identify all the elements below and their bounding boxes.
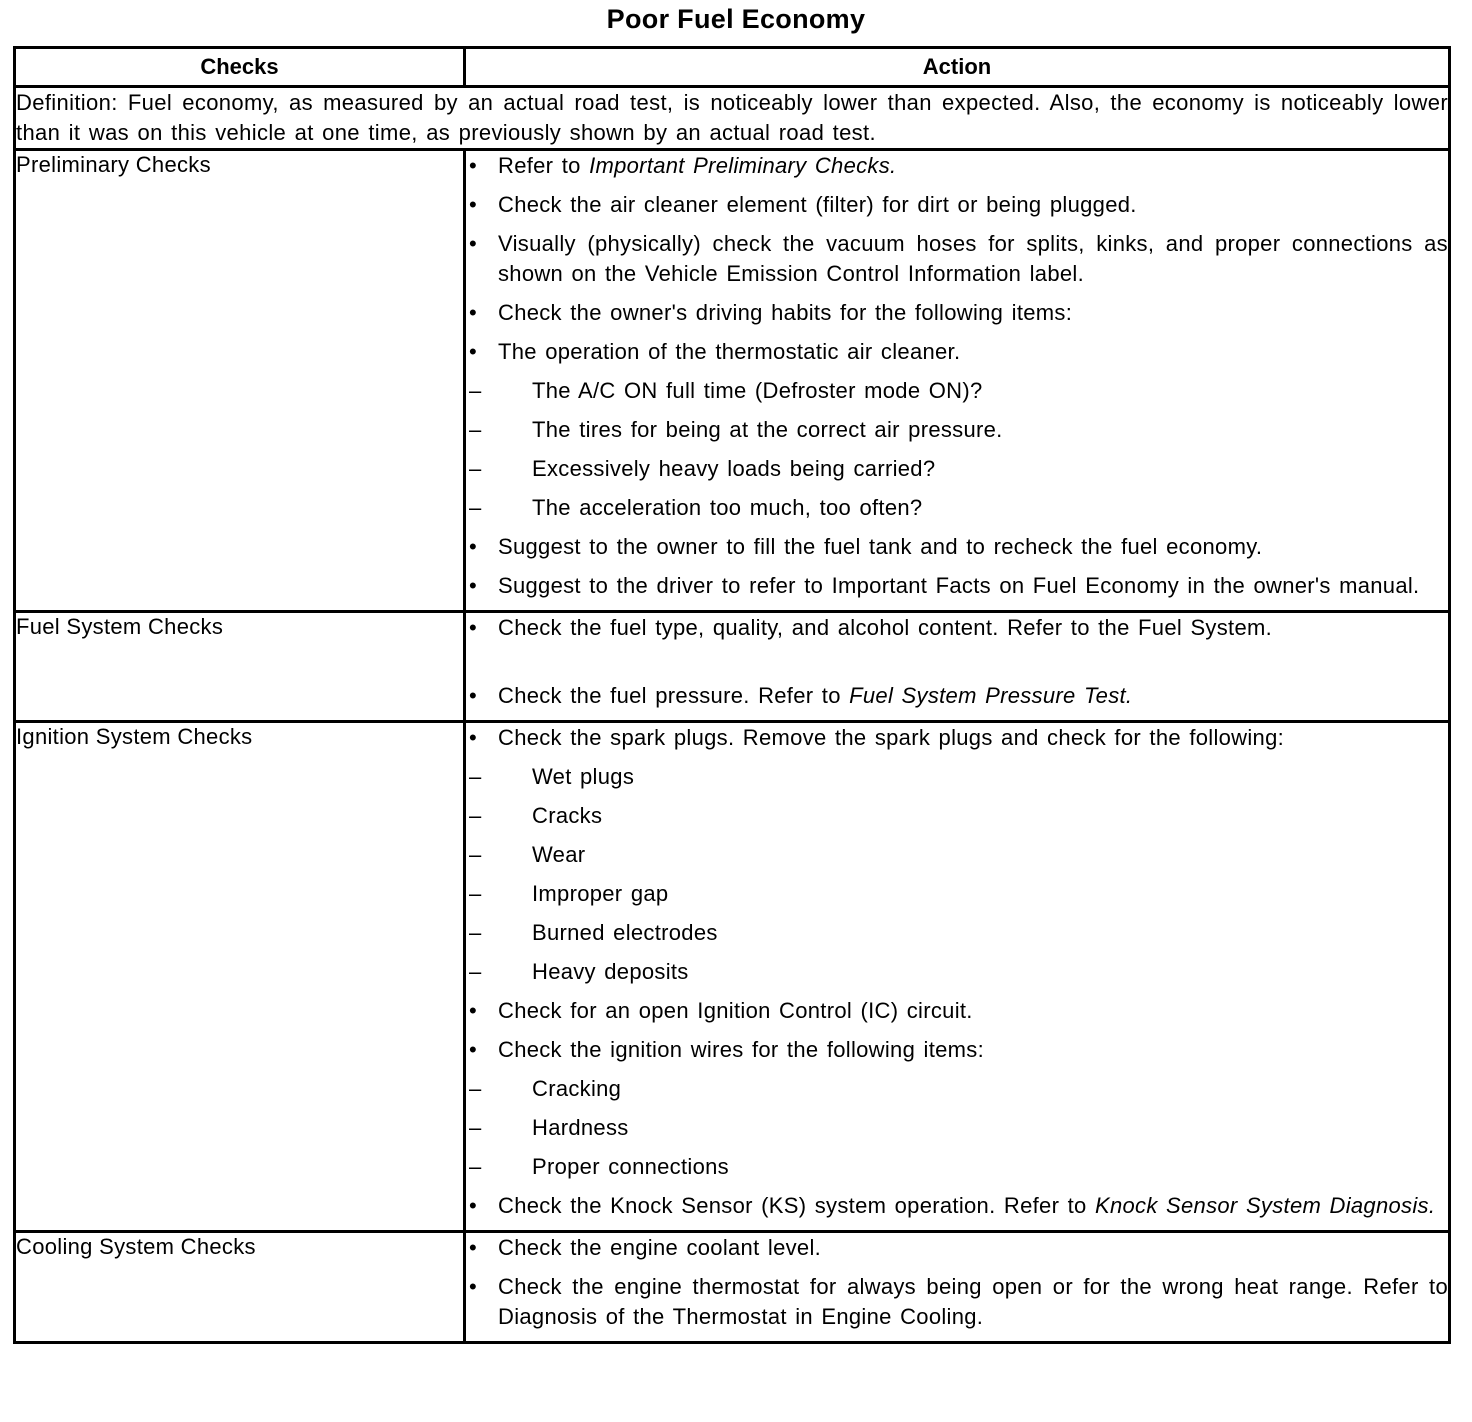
action-item xyxy=(466,1191,1448,1221)
dash-marker-icon: – xyxy=(469,881,482,906)
bullet-marker-icon: • xyxy=(469,534,478,559)
dash-marker-icon: – xyxy=(469,920,482,945)
action-text: Check the fuel pressure. Refer to xyxy=(498,683,850,708)
action-cell xyxy=(465,612,1450,722)
action-text: Proper connections xyxy=(532,1154,729,1179)
action-text: Check the engine coolant level. xyxy=(498,1235,822,1260)
action-subitem xyxy=(466,879,1448,909)
action-subitem xyxy=(466,957,1448,987)
action-item xyxy=(466,1035,1448,1065)
action-text: Cracks xyxy=(532,803,603,828)
action-subitem xyxy=(466,454,1448,484)
action-item xyxy=(466,996,1448,1026)
header-row xyxy=(15,48,1450,87)
action-text: Suggest to the driver to refer to Important Facts on Fuel Economy in the owner's manual. xyxy=(498,573,1420,598)
action-text: Check the spark plugs. Remove the spark plugs and check for the following: xyxy=(498,725,1285,750)
definition-text: Definition: Fuel economy, as measured by an actual road test, is noticeably lower than expected. Also, the economy is noticeably lower than it was on this vehicle at one time, as previously shown by an actual road test. xyxy=(15,87,1450,150)
action-text: Hardness xyxy=(532,1115,629,1140)
bullet-marker-icon: • xyxy=(469,615,478,640)
diagnosis-table xyxy=(13,46,1451,1344)
action-text: Check the engine thermostat for always being open or for the wrong heat range. Refer to Diagnosis of the Thermostat in Engine Cooling. xyxy=(498,1274,1448,1329)
action-subitem xyxy=(466,415,1448,445)
check-category: Preliminary Checks xyxy=(15,150,465,612)
dash-marker-icon: – xyxy=(469,842,482,867)
action-text: Suggest to the owner to fill the fuel tank and to recheck the fuel economy. xyxy=(498,534,1263,559)
action-text: Check the owner's driving habits for the following items: xyxy=(498,300,1073,325)
action-item xyxy=(466,229,1448,289)
bullet-marker-icon: • xyxy=(469,683,478,708)
definition-row xyxy=(15,87,1450,150)
dash-marker-icon: – xyxy=(469,495,482,520)
page-title: Poor Fuel Economy xyxy=(606,4,866,34)
bullet-marker-icon: • xyxy=(469,231,478,256)
action-list xyxy=(466,1233,1448,1332)
dash-marker-icon: – xyxy=(469,764,482,789)
section-row xyxy=(15,1232,1450,1343)
action-text: Check the air cleaner element (filter) for dirt or being plugged. xyxy=(498,192,1137,217)
action-item xyxy=(466,190,1448,220)
bullet-marker-icon: • xyxy=(469,153,478,178)
bullet-marker-icon: • xyxy=(469,192,478,217)
action-subitem xyxy=(466,1113,1448,1143)
column-header-action: Action xyxy=(465,48,1450,87)
action-text: Wear xyxy=(532,842,586,867)
action-text: Burned electrodes xyxy=(532,920,718,945)
dash-marker-icon: – xyxy=(469,1115,482,1140)
check-category: Ignition System Checks xyxy=(15,722,465,1232)
action-cell xyxy=(465,722,1450,1232)
dash-marker-icon: – xyxy=(469,456,482,481)
action-subitem xyxy=(466,840,1448,870)
bullet-marker-icon: • xyxy=(469,1274,478,1299)
dash-marker-icon: – xyxy=(469,803,482,828)
bullet-marker-icon: • xyxy=(469,1193,478,1218)
action-text: Wet plugs xyxy=(532,764,635,789)
reference-link-text: Fuel System Pressure Test. xyxy=(849,683,1133,708)
check-category: Cooling System Checks xyxy=(15,1232,465,1343)
action-text: The operation of the thermostatic air cleaner. xyxy=(498,339,961,364)
action-item xyxy=(466,1272,1448,1332)
action-item xyxy=(466,681,1448,711)
action-text: The A/C ON full time (Defroster mode ON)? xyxy=(532,378,983,403)
action-subitem xyxy=(466,762,1448,792)
action-text: Check the fuel type, quality, and alcohol content. Refer to the Fuel System. xyxy=(498,615,1273,640)
reference-link-text: Knock Sensor System Diagnosis. xyxy=(1094,1193,1436,1218)
action-subitem xyxy=(466,918,1448,948)
action-item xyxy=(466,298,1448,328)
action-subitem xyxy=(466,493,1448,523)
action-text: Heavy deposits xyxy=(532,959,689,984)
action-text: Visually (physically) check the vacuum hoses for splits, kinks, and proper connections as shown on the Vehicle Emission Control Information label. xyxy=(498,231,1448,286)
action-text: Check for an open Ignition Control (IC) circuit. xyxy=(498,998,973,1023)
action-item xyxy=(466,571,1448,601)
action-item xyxy=(466,151,1448,181)
action-list xyxy=(466,151,1448,601)
bullet-marker-icon: • xyxy=(469,1037,478,1062)
action-text: Check the ignition wires for the following items: xyxy=(498,1037,985,1062)
action-text: Improper gap xyxy=(532,881,669,906)
action-cell xyxy=(465,1232,1450,1343)
action-text: Excessively heavy loads being carried? xyxy=(532,456,936,481)
column-header-checks: Checks xyxy=(15,48,465,87)
dash-marker-icon: – xyxy=(469,959,482,984)
action-subitem xyxy=(466,376,1448,406)
dash-marker-icon: – xyxy=(469,1154,482,1179)
action-item xyxy=(466,532,1448,562)
action-list xyxy=(466,723,1448,1221)
section-row xyxy=(15,150,1450,612)
reference-link-text: Important Preliminary Checks. xyxy=(589,153,897,178)
bullet-marker-icon: • xyxy=(469,725,478,750)
action-text: Cracking xyxy=(532,1076,622,1101)
action-cell xyxy=(465,150,1450,612)
action-text: Refer to xyxy=(498,153,590,178)
dash-marker-icon: – xyxy=(469,378,482,403)
bullet-marker-icon: • xyxy=(469,300,478,325)
action-text: The acceleration too much, too often? xyxy=(532,495,923,520)
section-row xyxy=(15,612,1450,722)
action-item xyxy=(466,723,1448,753)
bullet-marker-icon: • xyxy=(469,1235,478,1260)
action-subitem xyxy=(466,1152,1448,1182)
bullet-marker-icon: • xyxy=(469,339,478,364)
action-text: Check the Knock Sensor (KS) system operation. Refer to xyxy=(498,1193,1095,1218)
action-subitem xyxy=(466,1074,1448,1104)
check-category: Fuel System Checks xyxy=(15,612,465,722)
section-row xyxy=(15,722,1450,1232)
bullet-marker-icon: • xyxy=(469,573,478,598)
action-item xyxy=(466,1233,1448,1263)
action-item xyxy=(466,337,1448,367)
dash-marker-icon: – xyxy=(469,1076,482,1101)
action-text: The tires for being at the correct air pressure. xyxy=(532,417,1003,442)
action-item xyxy=(466,613,1448,643)
dash-marker-icon: – xyxy=(469,417,482,442)
action-list xyxy=(466,613,1448,711)
bullet-marker-icon: • xyxy=(469,998,478,1023)
action-subitem xyxy=(466,801,1448,831)
